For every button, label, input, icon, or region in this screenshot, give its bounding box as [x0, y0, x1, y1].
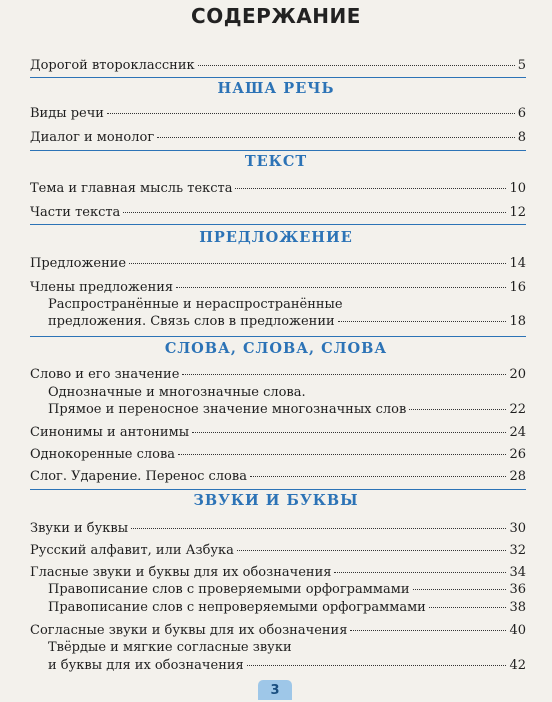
toc-entry-page: 24 — [509, 425, 526, 440]
toc-entry-page: 32 — [509, 543, 526, 558]
page-number-badge: 3 — [258, 680, 292, 700]
toc-entry-label: Однокоренные слова — [30, 447, 176, 462]
toc-entry-page: 22 — [509, 402, 526, 417]
section-rule — [30, 77, 526, 78]
toc-entry-page: 14 — [509, 256, 526, 271]
toc-entry-page: 26 — [509, 447, 526, 462]
toc-entry-page: 40 — [509, 623, 526, 638]
leader-dots — [192, 432, 506, 433]
toc-entry-label: Однозначные и многозначные слова. — [48, 385, 306, 400]
leader-dots — [129, 263, 506, 264]
toc-entry-page: 30 — [509, 521, 526, 536]
toc-subentry — [48, 384, 526, 401]
toc-subentry — [48, 313, 526, 330]
leader-dots — [176, 287, 506, 288]
leader-dots — [247, 665, 507, 666]
toc-entry-page: 28 — [509, 469, 526, 484]
section-heading: НАША РЕЧЬ — [217, 80, 335, 97]
toc-subentry — [48, 639, 526, 656]
toc-entry-label: Правописание слов с проверяемыми орфограммами — [48, 582, 410, 597]
leader-dots — [182, 374, 506, 375]
toc-entry — [30, 424, 526, 441]
section-heading: ЗВУКИ И БУКВЫ — [193, 492, 359, 509]
toc-entry — [30, 446, 526, 463]
toc-entry — [30, 129, 526, 146]
toc-entry-label: Правописание слов с непроверяемыми орфограммами — [48, 600, 426, 615]
toc-entry — [30, 279, 526, 296]
toc-entry-label: Тема и главная мысль текста — [30, 181, 233, 196]
toc-entry-label: Согласные звуки и буквы для их обозначения — [30, 623, 348, 638]
toc-entry-page: 42 — [509, 658, 526, 673]
toc-entry — [30, 622, 526, 639]
leader-dots — [350, 630, 506, 631]
toc-entry — [30, 255, 526, 272]
section-rule — [30, 336, 526, 337]
leader-dots — [409, 409, 506, 410]
toc-entry-page: 8 — [517, 130, 526, 145]
toc-entry-label: Звуки и буквы — [30, 521, 129, 536]
section-rule — [30, 150, 526, 151]
toc-entry — [30, 57, 526, 74]
toc-entry-page: 18 — [509, 314, 526, 329]
toc-entry-label: Виды речи — [30, 106, 104, 121]
toc-entry-label: Слог. Ударение. Перенос слова — [30, 469, 247, 484]
toc-entry-page: 10 — [509, 181, 526, 196]
section-heading: ПРЕДЛОЖЕНИЕ — [199, 229, 353, 246]
toc-entry-page: 5 — [517, 58, 526, 73]
toc-subentry — [48, 401, 526, 418]
toc-entry — [30, 520, 526, 537]
toc-entry — [30, 366, 526, 383]
leader-dots — [157, 137, 515, 138]
leader-dots — [250, 476, 507, 477]
toc-entry — [30, 564, 526, 581]
section-heading: ТЕКСТ — [244, 153, 308, 170]
toc-entry-page: 38 — [509, 600, 526, 615]
toc-entry-label: Части текста — [30, 205, 121, 220]
toc-subentry — [48, 296, 526, 313]
toc-entry-label: предложения. Связь слов в предложении — [48, 314, 335, 329]
leader-dots — [338, 321, 507, 322]
leader-dots — [429, 607, 507, 608]
section-rule — [30, 489, 526, 490]
leader-dots — [123, 212, 506, 213]
leader-dots — [413, 589, 507, 590]
toc-entry-label: Дорогой второклассник — [30, 58, 195, 73]
toc-entry-label: Распространённые и нераспространённые — [48, 297, 343, 312]
leader-dots — [178, 454, 506, 455]
toc-entry-label: Синонимы и антонимы — [30, 425, 190, 440]
toc-entry — [30, 180, 526, 197]
toc-entry — [30, 105, 526, 122]
toc-subentry — [48, 657, 526, 674]
toc-entry-page: 16 — [509, 280, 526, 295]
toc-entry-label: Предложение — [30, 256, 127, 271]
toc-entry-page: 34 — [509, 565, 526, 580]
leader-dots — [198, 65, 515, 66]
page-title: СОДЕРЖАНИЕ — [191, 4, 361, 28]
toc-entry-page: 12 — [509, 205, 526, 220]
toc-entry — [30, 204, 526, 221]
toc-entry-label: Диалог и монолог — [30, 130, 155, 145]
section-heading: СЛОВА, СЛОВА, СЛОВА — [164, 340, 388, 357]
leader-dots — [107, 113, 515, 114]
toc-entry-label: Слово и его значение — [30, 367, 180, 382]
section-rule — [30, 224, 526, 225]
toc-entry-label: Твёрдые и мягкие согласные звуки — [48, 640, 292, 655]
toc-entry-label: Члены предложения — [30, 280, 174, 295]
toc-entry — [30, 542, 526, 559]
toc-entry-label: Русский алфавит, или Азбука — [30, 543, 234, 558]
toc-entry-label: и буквы для их обозначения — [48, 658, 244, 673]
toc-entry-label: Гласные звуки и буквы для их обозначения — [30, 565, 332, 580]
toc-subentry — [48, 599, 526, 616]
toc-entry-label: Прямое и переносное значение многозначных слов — [48, 402, 407, 417]
leader-dots — [237, 550, 507, 551]
toc-entry — [30, 468, 526, 485]
leader-dots — [235, 188, 506, 189]
leader-dots — [334, 572, 506, 573]
leader-dots — [131, 528, 506, 529]
toc-subentry — [48, 581, 526, 598]
toc-entry-page: 20 — [509, 367, 526, 382]
toc-entry-page: 6 — [517, 106, 526, 121]
toc-entry-page: 36 — [509, 582, 526, 597]
